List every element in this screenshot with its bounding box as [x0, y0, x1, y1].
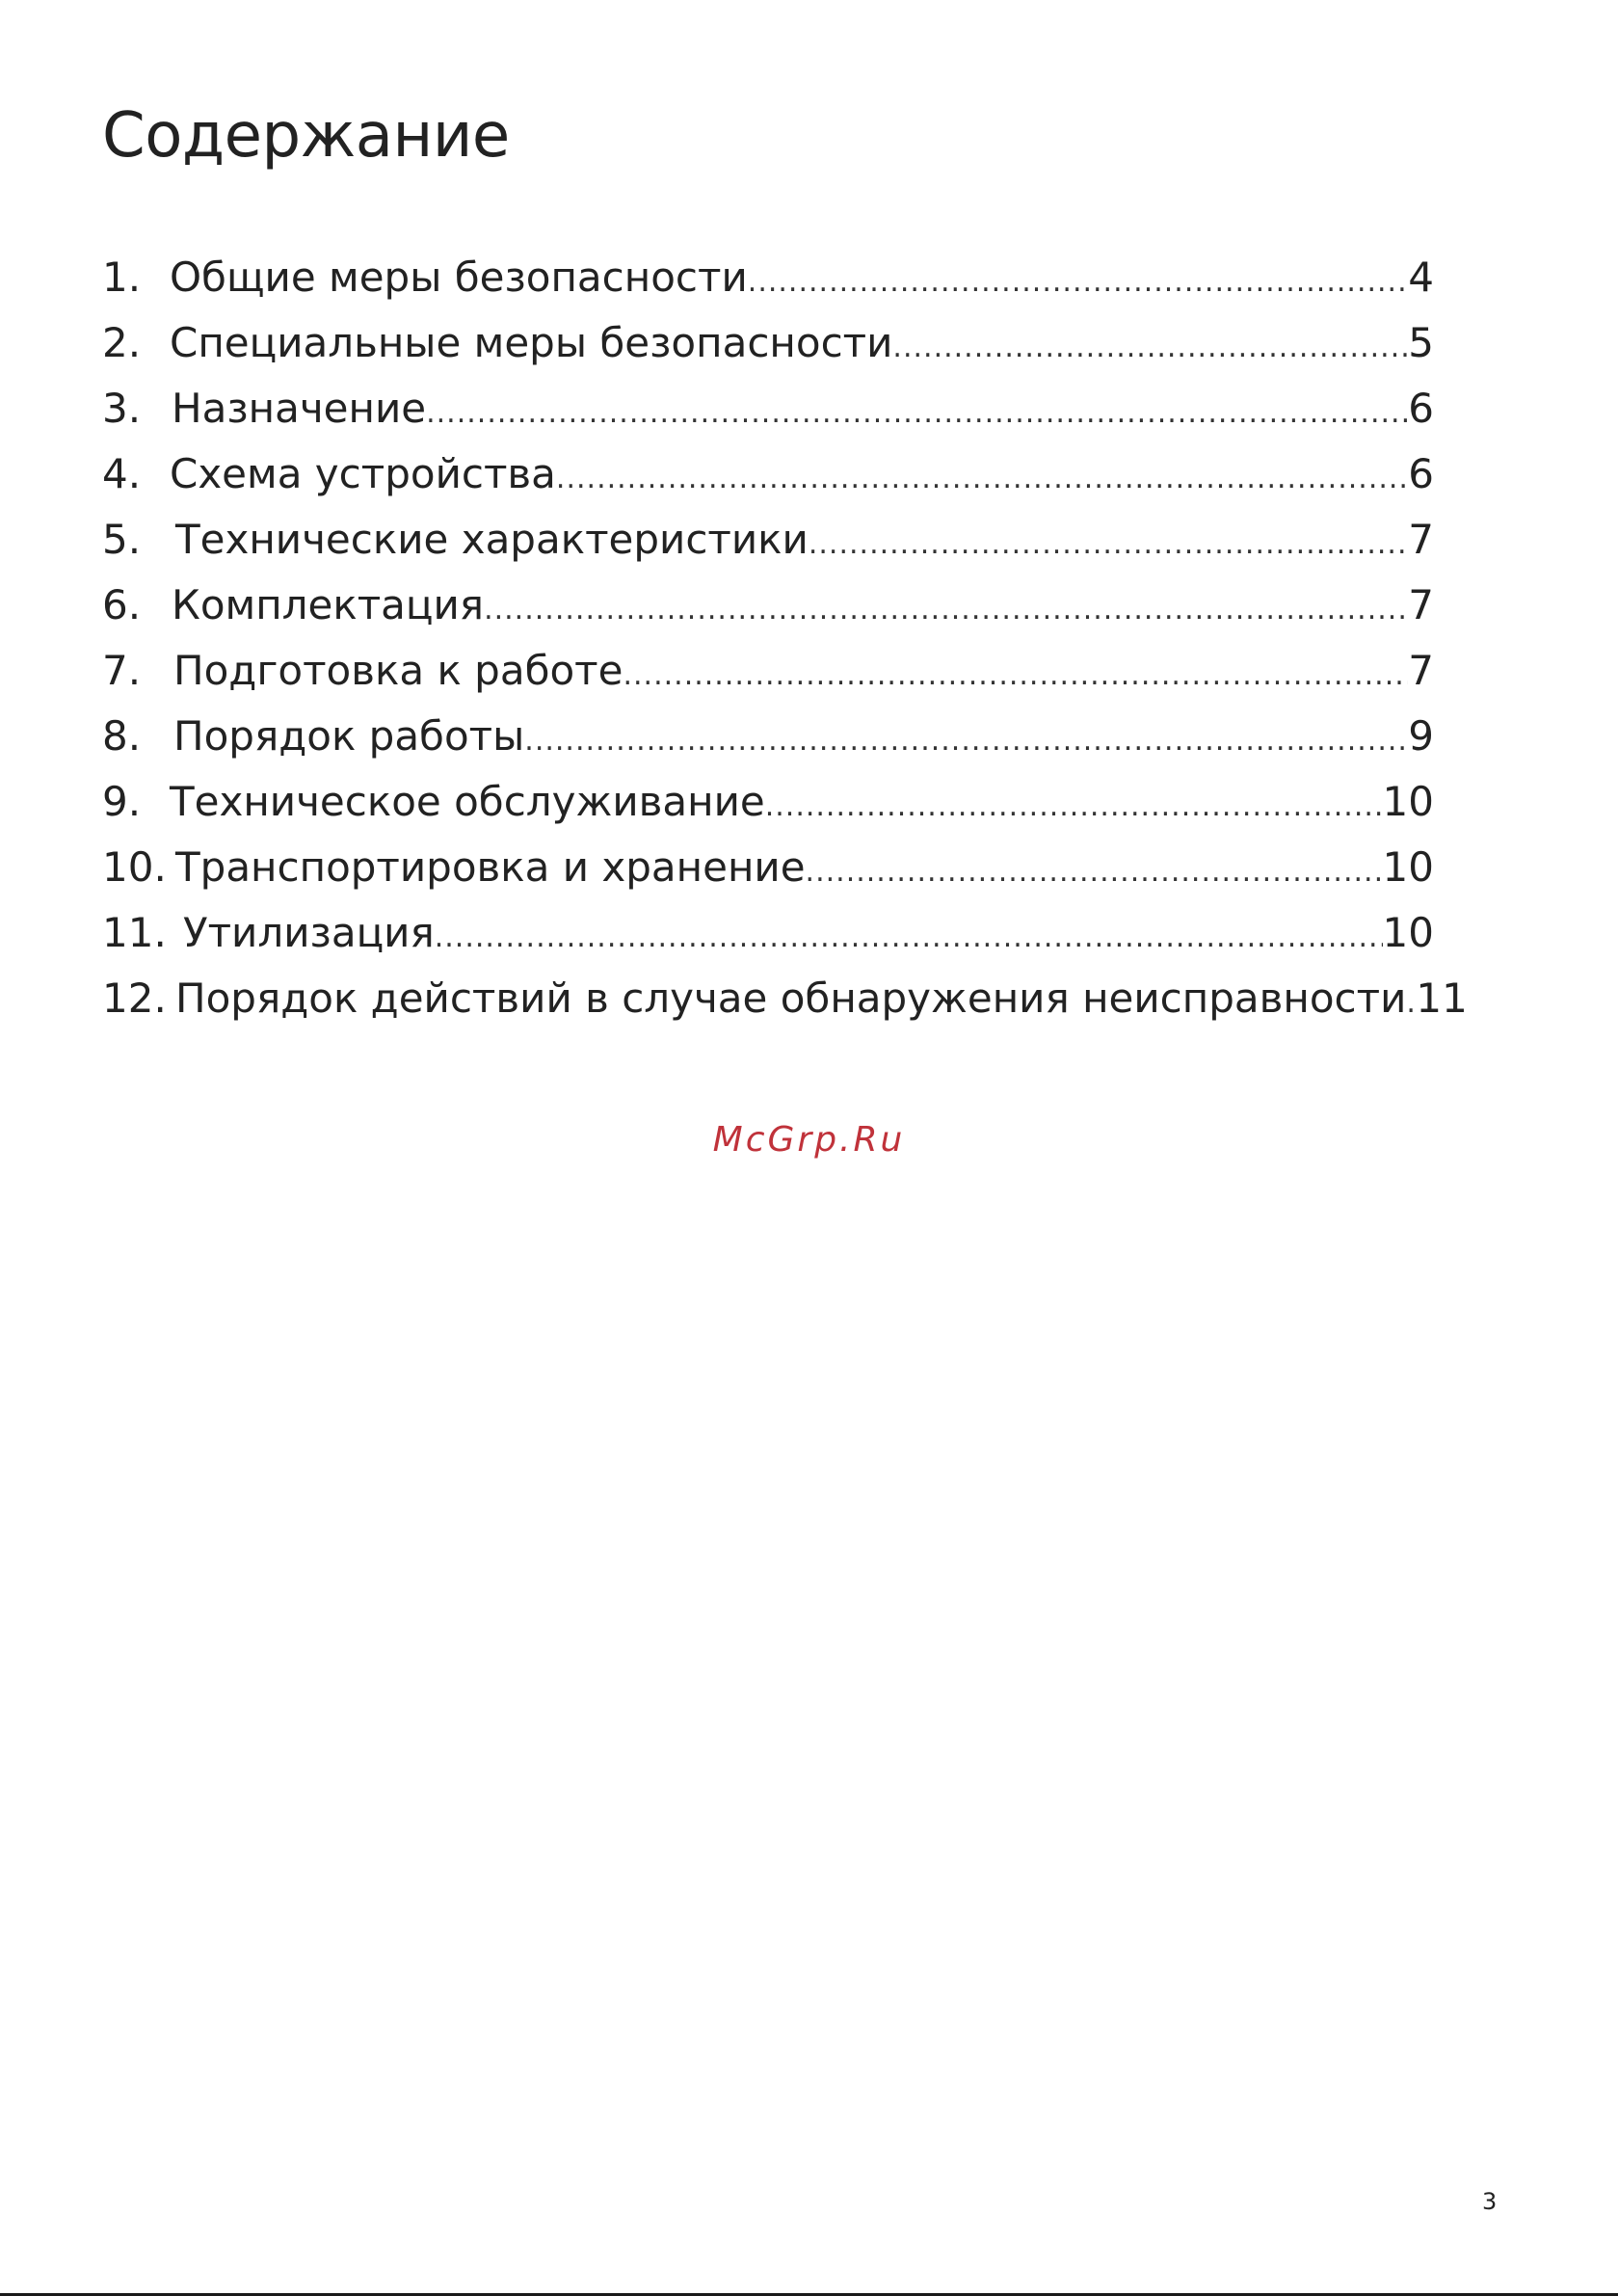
toc-entry-label: Техническое обслуживание	[170, 778, 765, 825]
toc-entry[interactable]	[102, 376, 1434, 441]
toc-entry-page: 11	[1416, 974, 1468, 1022]
toc-entry-label: Схема устройства	[170, 450, 556, 497]
toc-entry[interactable]	[102, 573, 1434, 638]
toc-entry-page: 10	[1382, 843, 1434, 891]
toc-entry[interactable]	[102, 769, 1434, 835]
toc-entry-number: 3.	[102, 385, 142, 432]
toc-dot-leader	[484, 577, 1408, 643]
toc-entry[interactable]	[102, 245, 1434, 310]
toc-entry[interactable]	[102, 638, 1434, 704]
toc-dot-leader	[765, 774, 1383, 840]
page-title: Содержание	[102, 100, 510, 172]
toc-dot-leader	[748, 250, 1408, 315]
toc-entry-label: Специальные меры безопасности	[170, 319, 893, 366]
toc-entry-label: Технические характеристики	[175, 516, 809, 563]
toc-entry-label: Назначение	[172, 385, 427, 432]
page-number: 3	[1482, 2188, 1498, 2215]
toc-entry-number: 8.	[102, 712, 142, 760]
toc-entry-number: 7.	[102, 647, 142, 694]
toc-dot-leader	[1406, 971, 1416, 1036]
toc-entry-label: Общие меры безопасности	[170, 254, 748, 301]
toc-entry-number: 11.	[102, 909, 167, 956]
toc-entry-number: 6.	[102, 581, 142, 628]
toc-entry-page: 4	[1408, 254, 1434, 301]
toc-entry-page: 10	[1382, 909, 1434, 956]
toc-entry-number: 9.	[102, 778, 142, 825]
toc-entry-label: Порядок работы	[173, 712, 525, 760]
toc-dot-leader	[623, 643, 1408, 708]
toc-entry-number: 4.	[102, 450, 142, 497]
toc-entry[interactable]	[102, 441, 1434, 507]
toc-entry-page: 6	[1408, 450, 1434, 497]
toc-entry-number: 12.	[102, 974, 167, 1022]
toc-entry-number: 2.	[102, 319, 142, 366]
toc-entry-number: 1.	[102, 254, 142, 301]
toc-entry-number: 5.	[102, 516, 142, 563]
toc-entry[interactable]	[102, 900, 1434, 966]
toc-entry-number: 10.	[102, 843, 167, 891]
toc-dot-leader	[809, 512, 1408, 577]
toc-entry[interactable]	[102, 507, 1434, 573]
toc-entry-label: Подготовка к работе	[173, 647, 623, 694]
toc-entry-label: Утилизация	[183, 909, 435, 956]
toc-entry[interactable]	[102, 704, 1434, 769]
toc-entry-label: Порядок действий в случае обнаружения неисправности	[175, 974, 1407, 1022]
table-of-contents	[102, 245, 1468, 1031]
toc-entry-label: Комплектация	[172, 581, 485, 628]
toc-entry-label: Транспортировка и хранение	[175, 843, 806, 891]
toc-entry-page: 6	[1408, 385, 1434, 432]
toc-entry-page: 5	[1408, 319, 1434, 366]
toc-entry-page: 9	[1408, 712, 1434, 760]
toc-dot-leader	[806, 840, 1383, 905]
toc-entry-page: 10	[1382, 778, 1434, 825]
toc-entry[interactable]	[102, 310, 1434, 376]
toc-dot-leader	[435, 905, 1383, 971]
toc-entry-page: 7	[1408, 647, 1434, 694]
toc-dot-leader	[556, 446, 1408, 512]
toc-entry[interactable]	[102, 835, 1434, 900]
toc-entry-page: 7	[1408, 581, 1434, 628]
toc-dot-leader	[426, 381, 1408, 446]
toc-entry-page: 7	[1408, 516, 1434, 563]
watermark: McGrp.Ru	[712, 1120, 906, 1160]
toc-dot-leader	[524, 708, 1408, 774]
toc-entry[interactable]	[102, 966, 1468, 1031]
toc-dot-leader	[892, 315, 1408, 381]
